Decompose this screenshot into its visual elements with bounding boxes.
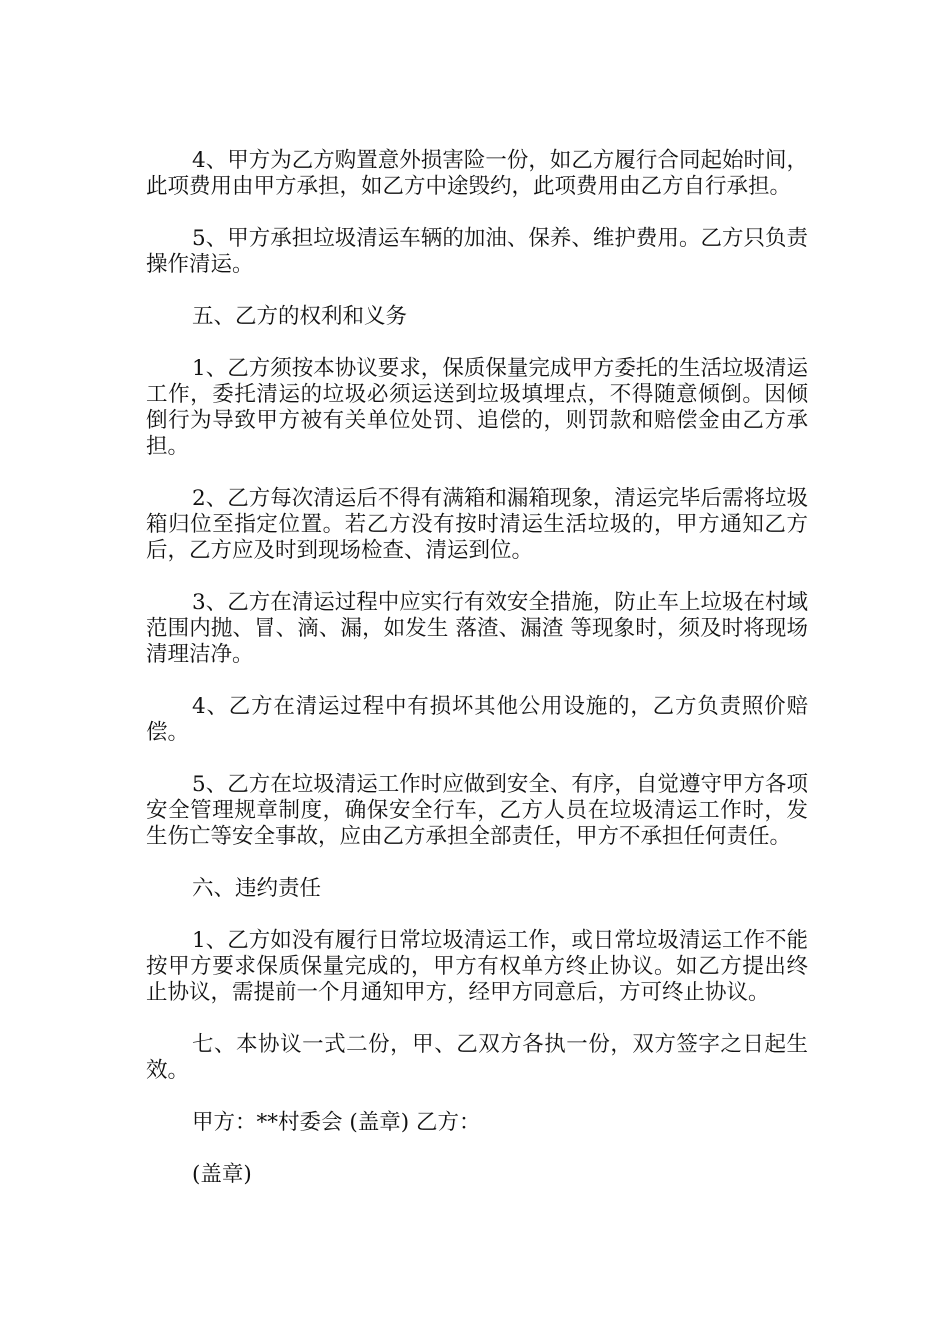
section-heading-6: 六、违约责任: [192, 876, 322, 901]
clause-5-safety-rules: 5、乙方在垃圾清运工作时应做到安全、有序，自觉遵守甲方各项安全管理规章制度，确保安全行车，乙方人员在垃圾清运工作时，发生伤亡等安全事故，应由乙方承担全部责任，甲方不承担任何责任。: [146, 772, 808, 849]
clause-5-vehicle-costs: 5、甲方承担垃圾清运车辆的加油、保养、维护费用。乙方只负责操作清运。: [146, 226, 808, 277]
section-7-copies: 七、本协议一式二份，甲、乙双方各执一份，双方签字之日起生效。: [146, 1032, 808, 1083]
clause-3-safety-measures: 3、乙方在清运过程中应实行有效安全措施，防止车上垃圾在村域范围内抛、冒、滴、漏，如发生 落渣、漏渣 等现象时，须及时将现场清理洁净。: [146, 590, 808, 667]
clause-2-bins: 2、乙方每次清运后不得有满箱和漏箱现象，清运完毕后需将垃圾箱归位至指定位置。若乙方没有按时清运生活垃圾的，甲方通知乙方后，乙方应及时到现场检查、清运到位。: [146, 486, 808, 563]
clause-4-insurance: 4、甲方为乙方购置意外损害险一份，如乙方履行合同起始时间，此项费用由甲方承担，如乙方中途毁约，此项费用由乙方自行承担。: [146, 148, 808, 199]
signature-line-parties: 甲方：**村委会 (盖章) 乙方：: [192, 1110, 481, 1135]
signature-line-seal: (盖章): [192, 1162, 252, 1187]
clause-4-damage: 4、乙方在清运过程中有损坏其他公用设施的，乙方负责照价赔偿。: [146, 694, 808, 745]
clause-1-breach: 1、乙方如没有履行日常垃圾清运工作，或日常垃圾清运工作不能按甲方要求保质保量完成的，甲方有权单方终止协议。如乙方提出终止协议，需提前一个月通知甲方，经甲方同意后，方可终止协议。: [146, 928, 808, 1005]
clause-1-collection: 1、乙方须按本协议要求，保质保量完成甲方委托的生活垃圾清运工作，委托清运的垃圾必须运送到垃圾填埋点，不得随意倾倒。因倾倒行为导致甲方被有关单位处罚、追偿的，则罚款和赔偿金由乙方承担。: [146, 356, 808, 459]
section-heading-5: 五、乙方的权利和义务: [192, 304, 408, 329]
document-body: [146, 148, 808, 1214]
